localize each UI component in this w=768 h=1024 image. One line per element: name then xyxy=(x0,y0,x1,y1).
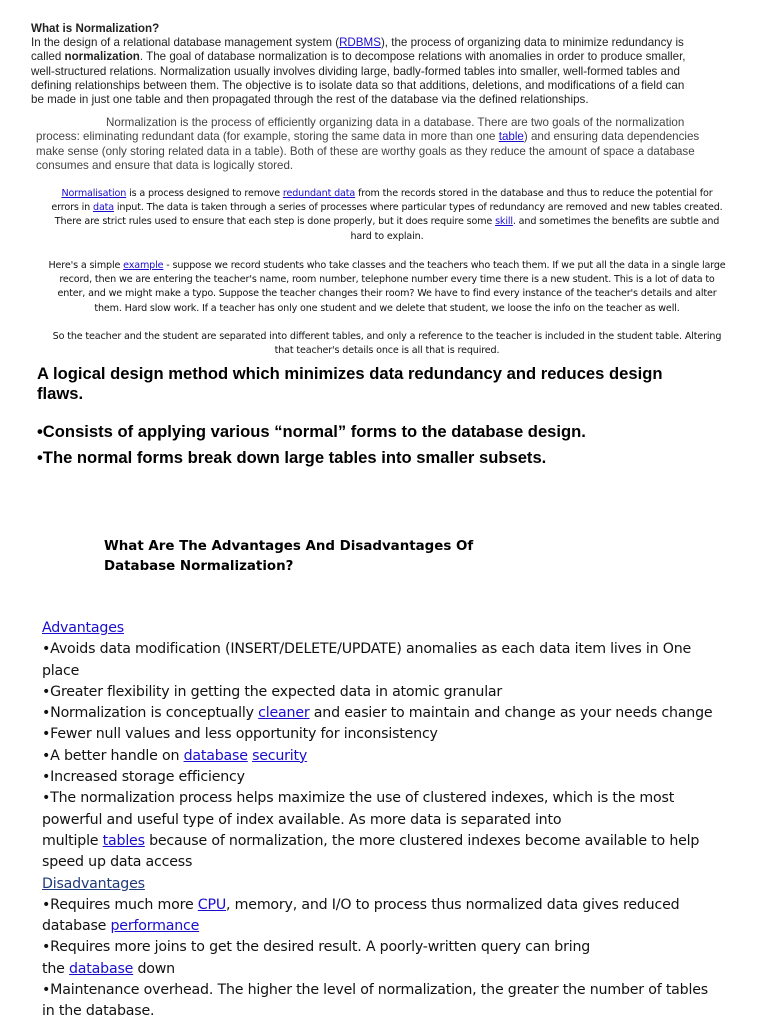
text-line: Normalization is the process of efficiently organizing data in a database. There are two goals of the normalization xyxy=(106,116,685,129)
list-item: •Fewer null values and less opportunity for inconsistency xyxy=(42,726,438,743)
list-item: •The normalization process helps maximize the use of clustered indexes, which is the most xyxy=(42,790,675,807)
normalisation-paragraph xyxy=(42,187,732,244)
text-line: Here's a simple example - suppose we record students who take classes and the teachers who teach them. If we put all the data in a single large xyxy=(48,260,726,271)
text-line: There are strict rules used to ensure that each step is done properly, but it does require some skill. and sometimes the benefits are subtle and xyxy=(54,216,720,228)
list-item: •Requires more joins to get the desired result. A poorly-written query can bring xyxy=(42,939,591,956)
text-line: So the teacher and the student are separated into different tables, and only a reference to the teacher is included in the student table. Altering xyxy=(52,331,722,342)
text-line: A logical design method which minimizes data redundancy and reduces design xyxy=(37,364,663,383)
text-line: that teacher's details once is all that is required. xyxy=(274,345,500,357)
data-link[interactable]: data xyxy=(93,202,115,214)
text-line: be made in just one table and then propagated through the rest of the database via the defined relationships. xyxy=(31,93,589,107)
cpu-link[interactable]: CPU xyxy=(197,896,227,913)
text-line: hard to explain. xyxy=(350,230,424,242)
normalization-goals xyxy=(36,116,716,174)
bullet-item: •The normal forms break down large tables into smaller subsets. xyxy=(37,448,547,467)
advantages-disadvantages-title xyxy=(104,537,504,577)
text-line: process: eliminating redundant data (for example, storing the same data in more than one table) and ensuring data dependencies xyxy=(36,130,700,144)
example-link[interactable]: example xyxy=(123,260,164,271)
list-item: place xyxy=(42,662,80,679)
list-item: the database down xyxy=(42,960,175,977)
design-method-summary xyxy=(37,364,737,468)
normalisation-link[interactable]: Normalisation xyxy=(61,188,127,199)
rdbms-link[interactable]: RDBMS xyxy=(339,36,381,50)
text-line: make sense (only storing related data in a table). Both of these are worthy goals as they reduce the amount of space a database xyxy=(36,144,695,158)
text-line: In the design of a relational database management system (RDBMS), the process of organizing data to minimize redundancy is xyxy=(31,36,684,50)
text-line: called normalization. The goal of database normalization is to decompose relations with anomalies in order to produce smaller, xyxy=(31,50,686,64)
text-line: well-structured relations. Normalization usually involves dividing large, badly-formed tables into smaller, well-formed tables and xyxy=(31,64,680,78)
text-line: enter, and we might make a typo. Suppose the teacher changes their room? We have to find every instance of the teacher's details and alter xyxy=(57,288,717,300)
normalization-definition xyxy=(31,22,701,107)
database-link[interactable]: database xyxy=(69,960,134,977)
cleaner-link[interactable]: cleaner xyxy=(258,705,310,722)
performance-link[interactable]: performance xyxy=(110,918,200,935)
list-item: •A better handle on database security xyxy=(42,747,308,764)
text-line: What Are The Advantages And Disadvantages Of xyxy=(104,539,474,554)
bold-term: normalization xyxy=(64,50,140,64)
database-link[interactable]: database xyxy=(183,747,248,764)
list-item: •Greater flexibility in getting the expected data in atomic granular xyxy=(42,683,503,700)
skill-link[interactable]: skill xyxy=(495,216,513,228)
list-item: multiple tables because of normalization, the more clustered indexes become available to help xyxy=(42,832,700,849)
text-line: consumes and ensure that data is logically stored. xyxy=(36,159,294,173)
disadvantages-link[interactable]: Disadvantages xyxy=(42,875,145,892)
list-item: database performance xyxy=(42,918,200,935)
list-item: •Increased storage efficiency xyxy=(42,769,245,786)
list-item: •Maintenance overhead. The higher the level of normalization, the greater the number of tables xyxy=(42,982,708,999)
list-item: powerful and useful type of index available. As more data is separated into xyxy=(42,811,562,828)
text-line: them. Hard slow work. If a teacher has only one student and we delete that student, we loose the info on the teacher as well. xyxy=(94,302,680,314)
advantages-link[interactable]: Advantages xyxy=(42,620,124,636)
text-line: defining relationships between them. The objective is to isolate data so that additions, deletions, and modifications of a field can xyxy=(31,78,685,92)
bullet-item: •Consists of applying various “normal” forms to the database design. xyxy=(37,422,586,441)
list-item: •Avoids data modification (INSERT/DELETE/UPDATE) anomalies as each data item lives in One xyxy=(42,641,692,658)
text-line: Database Normalization? xyxy=(104,559,294,574)
list-item: in the database. xyxy=(42,1003,155,1020)
separation-paragraph xyxy=(42,330,732,358)
list-item: •Requires much more CPU, memory, and I/O to process thus normalized data gives reduced xyxy=(42,896,680,913)
list-item: speed up data access xyxy=(42,854,193,871)
table-link[interactable]: table xyxy=(498,130,524,144)
redundant-data-link[interactable]: redundant data xyxy=(282,188,356,199)
tables-link[interactable]: tables xyxy=(102,832,145,849)
list-item: •Normalization is conceptually cleaner and easier to maintain and change as your needs change xyxy=(42,705,713,722)
example-paragraph xyxy=(42,259,732,316)
text-line: Normalisation is a process designed to remove redundant data from the records stored in the database and thus to reduce the potential for xyxy=(61,188,713,199)
text-line: record, then we are entering the teacher's name, room number, telephone number every time there is a new student. This is a lot of data to xyxy=(59,274,715,286)
security-link[interactable]: security xyxy=(252,747,308,764)
text-line: flaws. xyxy=(37,384,84,403)
section-heading: What is Normalization? xyxy=(31,22,160,35)
text-line: errors in data input. The data is taken through a series of processes where particular types of redundancy are removed and new tables created. xyxy=(51,202,723,214)
pros-cons-list xyxy=(42,618,757,1023)
